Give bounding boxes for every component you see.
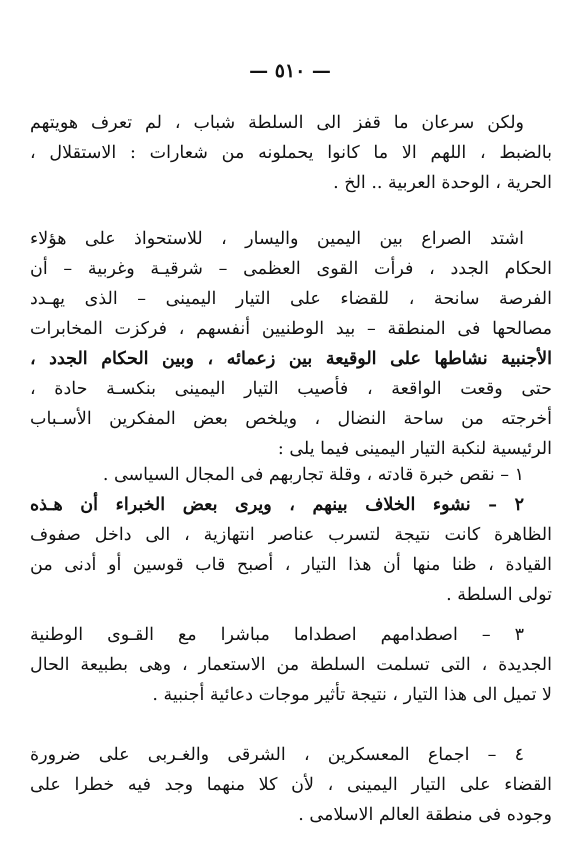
text-line: القيادة ، ظنا منها أن هذا التيار ، أصبح قاب قوسين أو أدنى من: [30, 555, 552, 575]
text-line: الحكام الجدد ، فرأت القوى العظمى – شرقيـة وغربية – أن: [30, 259, 552, 279]
page-number: — ٥١٠ —: [249, 60, 331, 82]
text-line: اشتد الصراع بين اليمين واليسار ، للاستحواذ على هؤلاء: [30, 229, 524, 249]
text-line: ولكن سرعان ما قفز الى السلطة شباب ، لم تعرف هويتهم: [30, 113, 524, 133]
text-line: حتى وقعت الواقعة ، فأصيب التيار اليمينى بنكسـة حادة ،: [30, 379, 552, 399]
paragraph-reason-3: [30, 620, 552, 710]
text-line: بالضبط ، اللهم الا ما كانوا يحملونه من شعارات : الاستقلال ،: [30, 143, 552, 163]
text-line: ٢ – نشوء الخلاف بينهم ، ويرى بعض الخبراء أن هـذه: [30, 495, 524, 515]
paragraph-reason-4: [30, 740, 552, 830]
text-line: مصالحها فى المنطقة – بيد الوطنيين أنفسهم ، فركزت المخابرات: [30, 319, 552, 339]
text-line: الرئيسية لنكبة التيار اليمينى فيما يلى :: [277, 439, 552, 459]
text-line: الفرصة سانحة ، للقضاء على التيار اليمينى – الذى يهـدد: [30, 289, 552, 309]
paragraph-intro: [30, 108, 552, 198]
text-line: ١ – نقص خبرة قادته ، وقلة تجاربهم فى المجال السياسى .: [102, 465, 524, 485]
paragraph-conflict: [30, 224, 552, 464]
text-line: تولى السلطة .: [446, 585, 552, 605]
text-line: الظاهرة كانت نتيجة لتسرب عناصر انتهازية ، الى داخل صفوف: [30, 525, 552, 545]
text-line: الأجنبية نشاطها على الوقيعة بين زعمائه ، وبين الحكام الجدد ،: [30, 349, 552, 369]
text-line: لا تميل الى هذا التيار ، نتيجة تأثير موجات دعائية أجنبية .: [152, 685, 552, 705]
text-line: ٤ – اجماع المعسكرين ، الشرقى والغـربى على ضرورة: [30, 745, 524, 765]
text-line: أخرجته من ساحة النضال ، ويلخص بعض المفكرين الأسـباب: [30, 409, 552, 429]
text-line: وجوده فى منطقة العالم الاسلامى .: [298, 805, 552, 825]
text-line: الجديدة ، التى تسلمت السلطة من الاستعمار ، وهى بطبيعة الحال: [30, 655, 552, 675]
text-line: القضاء على التيار اليمينى ، لأن كلا منهما وجد فيه خطرا على: [30, 775, 552, 795]
paragraph-reasons-1-2: [30, 460, 552, 610]
text-line: ٣ – اصطدامهم اصطداما مباشرا مع القـوى الوطنية: [30, 625, 524, 645]
text-line: الحرية ، الوحدة العربية .. الخ .: [333, 173, 552, 193]
